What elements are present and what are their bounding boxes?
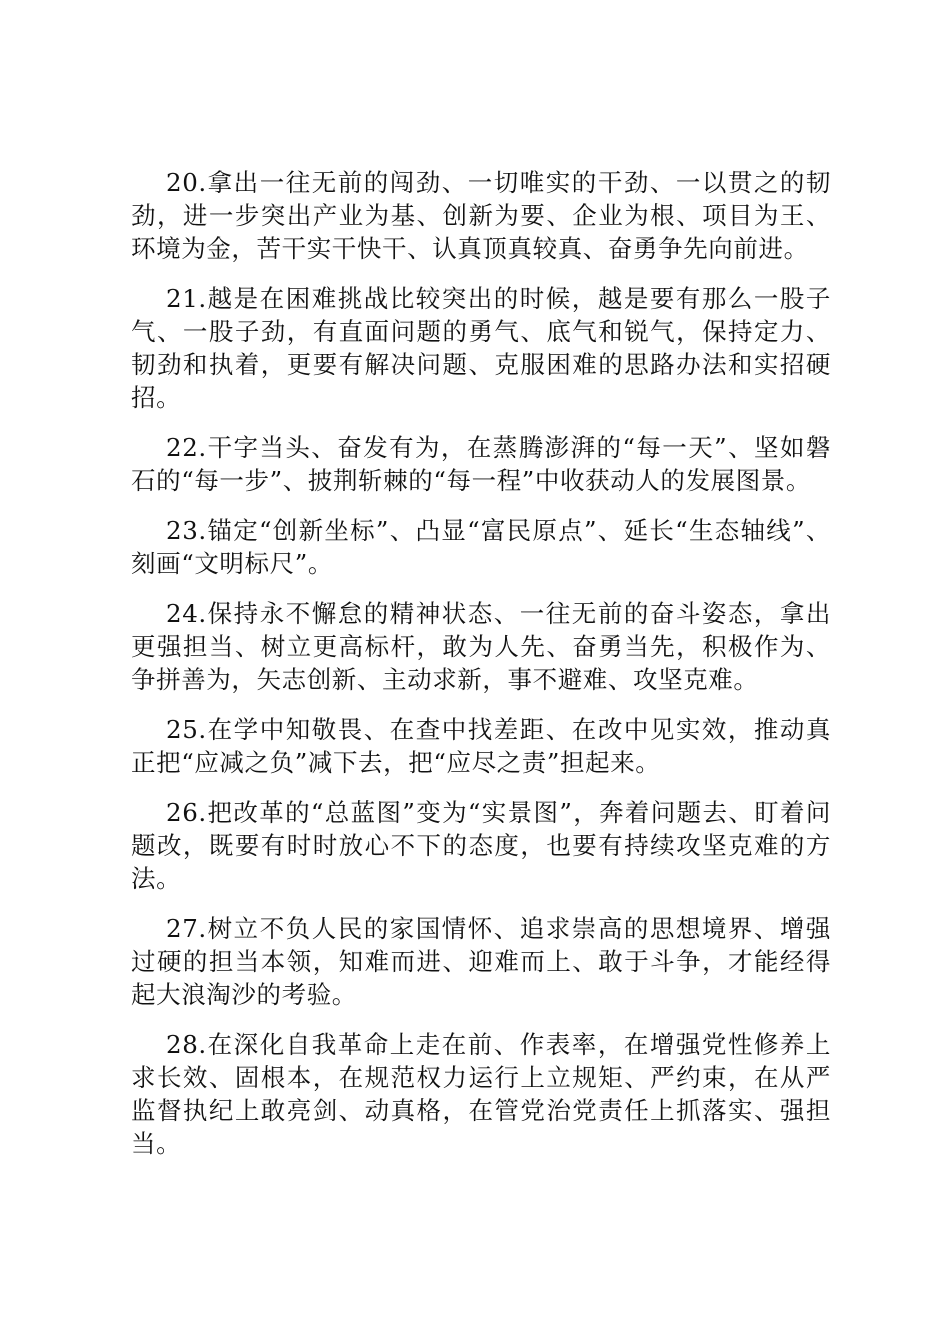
paragraph-28: 28.在深化自我革命上走在前、作表率，在增强党性修养上求长效、固根本，在规范权力运行上立规矩、严约束，在从严监督执纪上敢亮剑、动真格，在管党治党责任上抓落实、强担当。 [131,1030,831,1158]
paragraph-24: 24.保持永不懈怠的精神状态、一往无前的奋斗姿态，拿出更强担当、树立更高标杆，敢为人先、奋勇当先，积极作为、争拼善为，矢志创新、主动求新，事不避难、攻坚克难。 [131,599,831,694]
paragraph-22: 22.干字当头、奋发有为，在蒸腾澎湃的“每一天”、坚如磐石的“每一步”、披荆斩棘的“每一程”中收获动人的发展图景。 [131,433,831,495]
document-body [131,166,831,1177]
paragraph-23: 23.锚定“创新坐标”、凸显“富民原点”、延长“生态轴线”、刻画“文明标尺”。 [131,516,831,578]
paragraph-27: 27.树立不负人民的家国情怀、追求崇高的思想境界、增强过硬的担当本领，知难而进、迎难而上、敢于斗争，才能经得起大浪淘沙的考验。 [131,914,831,1009]
paragraph-26: 26.把改革的“总蓝图”变为“实景图”，奔着问题去、盯着问题改，既要有时时放心不下的态度，也要有持续攻坚克难的方法。 [131,798,831,893]
paragraph-20: 20.拿出一往无前的闯劲、一切唯实的干劲、一以贯之的韧劲，进一步突出产业为基、创新为要、企业为根、项目为王、环境为金，苦干实干快干、认真顶真较真、奋勇争先向前进。 [131,168,831,263]
paragraph-21: 21.越是在困难挑战比较突出的时候，越是要有那么一股子气、一股子劲，有直面问题的勇气、底气和锐气，保持定力、韧劲和执着，更要有解决问题、克服困难的思路办法和实招硬招。 [131,284,831,412]
paragraph-25: 25.在学中知敬畏、在查中找差距、在改中见实效，推动真正把“应减之负”减下去，把“应尽之责”担起来。 [131,715,831,777]
